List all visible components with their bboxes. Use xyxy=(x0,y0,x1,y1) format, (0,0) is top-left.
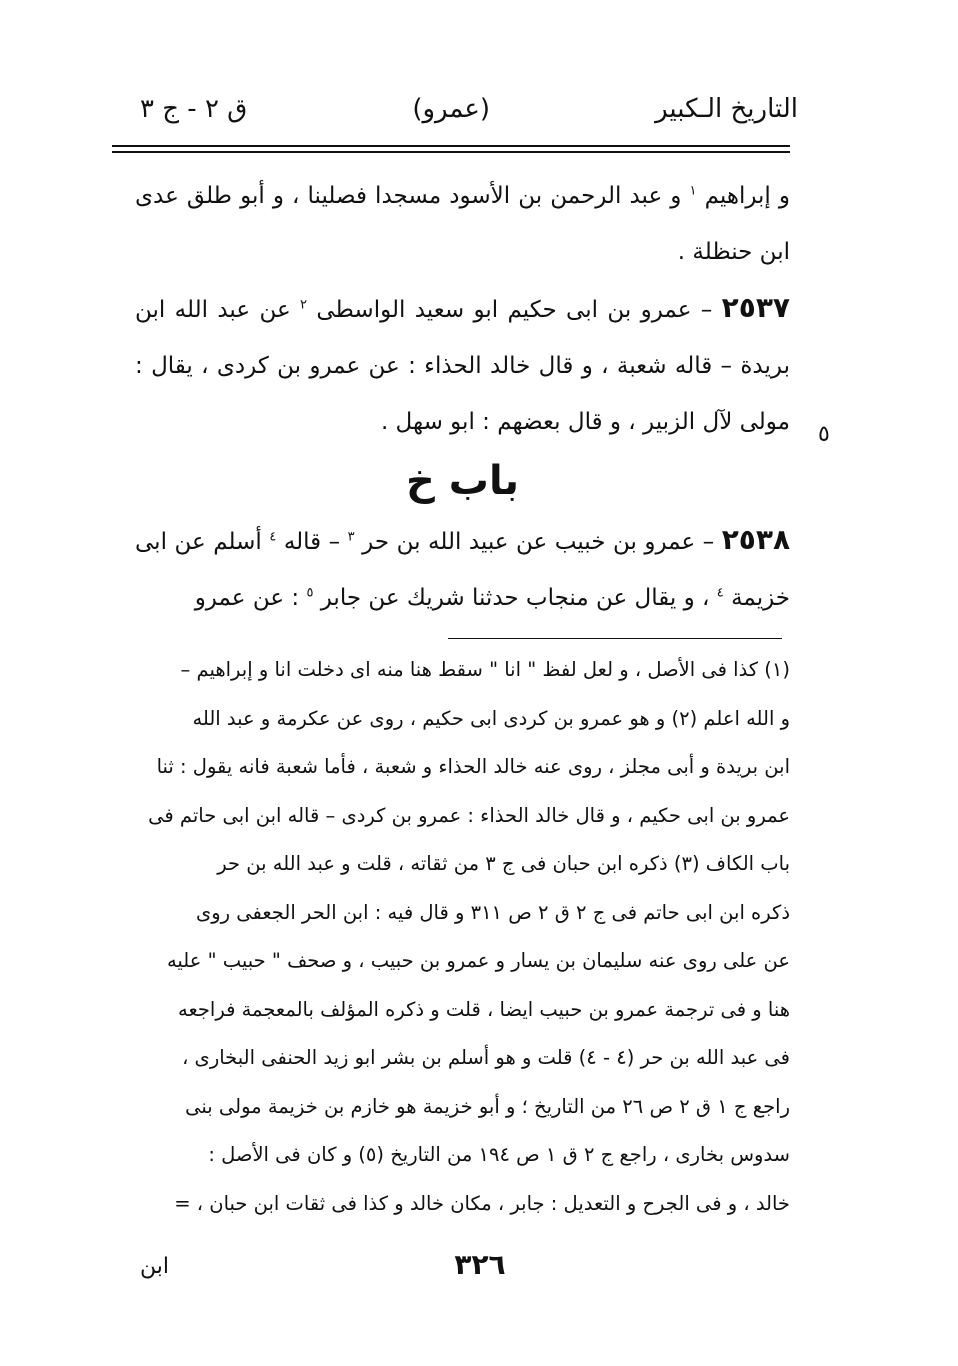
book-title: التاريخ الـكبير xyxy=(655,94,798,124)
footnote-marker: ٣ xyxy=(347,529,355,545)
chapter-heading: باب خ xyxy=(406,458,519,504)
entry-number: ٢٥٣٧ xyxy=(721,291,790,324)
header-rule-top xyxy=(112,145,790,147)
footnote-marker: ١ xyxy=(689,183,697,199)
text-fragment: – قاله xyxy=(283,529,341,555)
footnote-line: عن على روى عنه سليمان بن يسار و عمرو بن حبيب ، و صحف " حبيب " عليه xyxy=(166,949,790,972)
volume-reference: ق ٢ - ج ٣ xyxy=(140,94,248,124)
footnote-line: ابن بريدة و أبى مجلز ، روى عنه خالد الحذاء و شعبة ، فأما شعبة فانه يقول : ثنا xyxy=(156,755,790,778)
text-fragment: أسلم عن ابى خزيمة xyxy=(135,529,790,611)
text-fragment: – عمرو بن خبيب عن عبيد الله بن حر xyxy=(362,529,715,555)
running-header xyxy=(140,85,798,133)
header-rule-bottom xyxy=(112,151,790,153)
footnote-separator xyxy=(448,638,782,639)
margin-line-number: ٥ xyxy=(818,422,830,447)
footnote-line: خالد ، و فى الجرح و التعديل : جابر ، مكان خالد و كذا فى ثقات ابن حبان ، = xyxy=(174,1191,790,1215)
footnote-line: باب الكاف (٣) ذكره ابن حبان فى ج ٣ من ثقاته ، قلت و عبد الله بن حر xyxy=(217,852,790,875)
footnote-marker: ٤ xyxy=(716,585,724,601)
text-fragment: عن عبد الله ابن بريدة – قاله شعبة ، و قال خالد الحذاء : عن عمرو بن كردى ، يقال : مولى لآل الزبير ، و قال بعضهم : ابو سهل . xyxy=(135,297,790,435)
entry-2537 xyxy=(135,280,790,450)
entry-2538 xyxy=(135,512,790,626)
entry-number: ٢٥٣٨ xyxy=(721,523,791,556)
footnote-line: هنا و فى ترجمة عمرو بن حبيب ايضا ، قلت و ذكره المؤلف بالمعجمة فراجعه xyxy=(177,997,790,1021)
footnote-line: و الله اعلم (٢) و هو عمرو بن كردى ابى حكيم ، روى عن عكرمة و عبد الله xyxy=(192,706,790,730)
main-text xyxy=(135,168,790,626)
text-fragment: : عن عمرو xyxy=(194,585,300,611)
text-fragment: و إبراهيم xyxy=(704,183,791,209)
footnote-line: (١) كذا فى الأصل ، و لعل لفظ " انا " سقط هنا منه اى دخلت انا و إبراهيم – xyxy=(180,658,790,681)
footnote-line: راجع ج ١ ق ٢ ص ٢٦ من التاريخ ؛ و أبو خزيمة هو خازم بن خزيمة مولى بنى xyxy=(185,1094,790,1118)
text-fragment: ، و يقال عن منجاب حدثنا شريك عن جابر xyxy=(320,585,710,611)
text-fragment: – عمرو بن ابى حكيم ابو سعيد الواسطى xyxy=(316,297,713,323)
footnote-marker: ٢ xyxy=(300,297,308,313)
page-number: ٣٢٦ xyxy=(454,1248,506,1281)
paragraph-continuation xyxy=(135,168,790,280)
footnote-line: عمرو بن ابى حكيم ، و قال خالد الحذاء : عمرو بن كردى – قاله ابن ابى حاتم فى xyxy=(148,803,790,827)
section-name: (عمرو) xyxy=(412,94,491,124)
footnote-line: سدوس بخارى ، راجع ج ٢ ق ١ ص ١٩٤ من التاريخ (٥) و كان فى الأصل : xyxy=(208,1143,790,1166)
footnote-line: ذكره ابن ابى حاتم فى ج ٢ ق ٢ ص ٣١١ و قال فيه : ابن الحر الجعفى روى xyxy=(195,900,790,924)
catchword: ابن xyxy=(140,1254,169,1279)
footnotes xyxy=(135,646,790,1228)
footnote-line: فى عبد الله بن حر (٤ - ٤) قلت و هو أسلم بن بشر ابو زيد الحنفى البخارى ، xyxy=(182,1046,790,1069)
text-fragment: و عبد الرحمن بن الأسود مسجدا فصلينا ، و أبو طلق عدى ابن حنظلة . xyxy=(135,183,790,265)
footnote-marker: ٥ xyxy=(306,585,314,601)
footnote-marker: ٤ xyxy=(269,529,277,545)
